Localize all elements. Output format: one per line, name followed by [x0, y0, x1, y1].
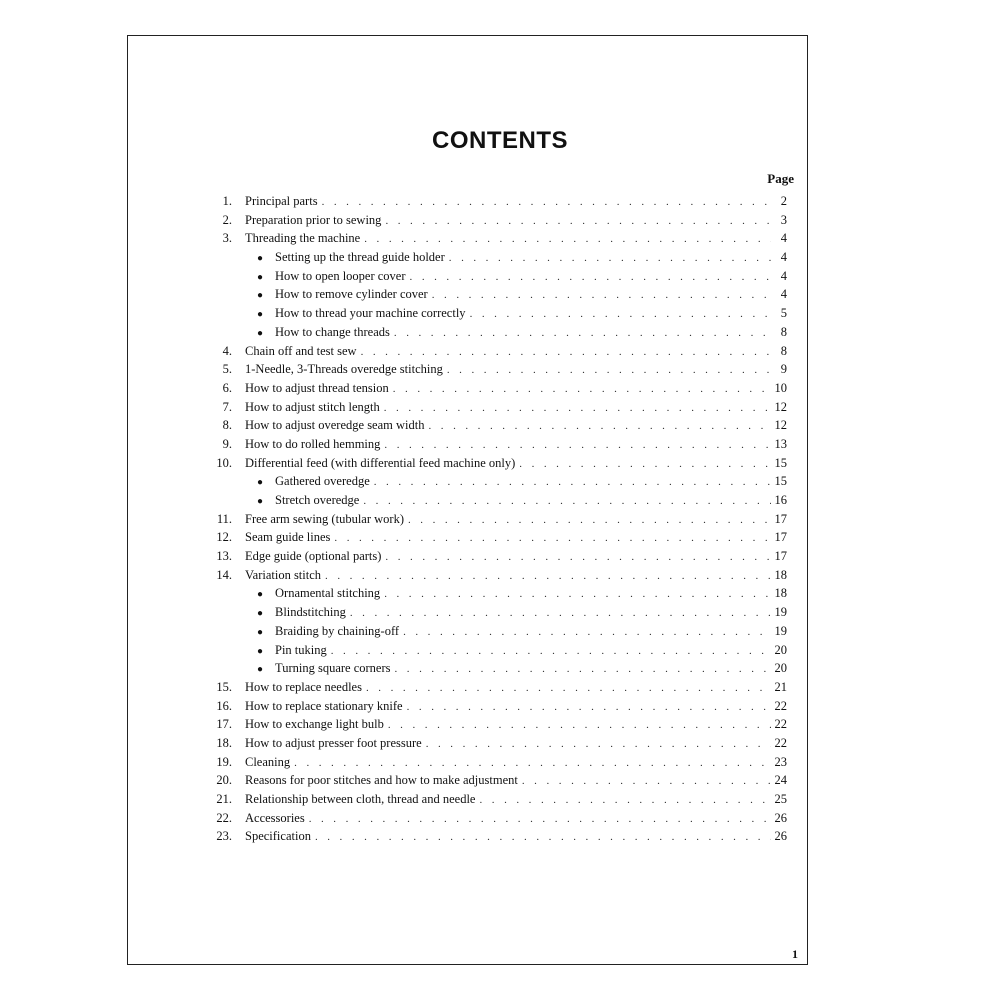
bullet-icon: ● — [257, 253, 264, 265]
toc-entry — [200, 734, 787, 753]
dot-leader — [361, 343, 771, 362]
toc-entry-page: 22 — [774, 717, 787, 732]
dot-leader — [394, 324, 771, 343]
toc-entry-page: 20 — [774, 642, 787, 657]
dot-leader — [428, 417, 771, 436]
bullet-icon: ● — [257, 271, 264, 283]
toc-entry-label: Blindstitching — [275, 605, 346, 620]
toc-entry-label: Braiding by chaining-off — [275, 623, 400, 638]
dot-leader — [374, 473, 771, 492]
toc-entry — [200, 435, 787, 454]
dot-leader — [309, 810, 771, 829]
toc-entry-label: How to open looper cover — [275, 268, 406, 283]
toc-entry — [200, 342, 787, 361]
toc-entry-page: 12 — [774, 418, 787, 433]
toc-entry-page: 17 — [774, 549, 787, 564]
toc-entry-label: How to exchange light bulb — [245, 717, 384, 732]
toc-entry-label: Chain off and test sew — [245, 343, 357, 358]
dot-leader — [408, 511, 771, 530]
dot-leader — [385, 548, 771, 567]
dot-leader — [407, 698, 771, 717]
toc-entry-page: 21 — [774, 679, 787, 694]
toc-entry-label: Edge guide (optional parts) — [245, 549, 382, 564]
toc-entry-label: How to adjust thread tension — [245, 380, 389, 395]
toc-entry-label: How to thread your machine correctly — [275, 306, 466, 321]
toc-entry — [200, 547, 787, 566]
toc-subentry — [200, 641, 787, 660]
toc-entry-page: 15 — [774, 474, 787, 489]
toc-entry-page: 4 — [780, 268, 787, 283]
dot-leader — [315, 828, 771, 847]
bullet-icon: ● — [257, 589, 264, 601]
toc-entry-page: 4 — [780, 250, 787, 265]
dot-leader — [449, 249, 771, 268]
dot-leader — [470, 305, 771, 324]
toc-entry-page: 4 — [780, 287, 787, 302]
toc-entry-label: Turning square corners — [275, 661, 391, 676]
toc-entry-label: How to adjust stitch length — [245, 399, 380, 414]
toc-entry-number: 7. — [222, 399, 232, 414]
toc-entry-label: Relationship between cloth, thread and needle — [245, 792, 476, 806]
toc-entry-page: 8 — [780, 324, 787, 339]
toc-entry-number: 19. — [216, 754, 232, 769]
dot-leader — [522, 772, 771, 791]
dot-leader — [334, 529, 771, 548]
dot-leader — [426, 735, 771, 754]
toc-entry-number: 13. — [216, 549, 232, 564]
toc-entry-label: Cleaning — [245, 754, 291, 769]
toc-entry-label: Preparation prior to sewing — [245, 212, 382, 227]
toc-entry-label: 1-Needle, 3-Threads overedge stitching — [245, 362, 443, 377]
dot-leader — [403, 623, 771, 642]
toc-entry — [200, 416, 787, 435]
toc-entry-number: 14. — [216, 567, 232, 582]
toc-entry-number: 6. — [222, 380, 232, 395]
toc-entry-label: Pin tuking — [275, 642, 327, 657]
toc-entry-page: 5 — [780, 306, 787, 321]
toc-entry-number: 1. — [222, 194, 232, 208]
toc-entry-number: 9. — [222, 436, 232, 451]
toc-entry-page: 22 — [774, 698, 787, 713]
toc-entry-number: 16. — [216, 698, 232, 713]
toc-entry — [200, 398, 787, 417]
toc-entry-number: 5. — [222, 362, 232, 377]
toc-entry — [200, 753, 787, 772]
page-title: CONTENTS — [432, 127, 568, 154]
toc-entry-number: 15. — [216, 679, 232, 694]
dot-leader — [364, 230, 771, 249]
toc-entry-page: 26 — [774, 810, 787, 825]
toc-entry-label: Seam guide lines — [245, 530, 331, 545]
toc-entry — [200, 510, 787, 529]
toc-entry-number: 8. — [222, 418, 232, 433]
toc-subentry — [200, 584, 787, 603]
toc-subentry — [200, 491, 787, 510]
toc-entry-page: 10 — [774, 380, 787, 395]
toc-entry-page: 12 — [774, 399, 787, 414]
toc-entry-page: 24 — [774, 773, 787, 788]
toc-entry-page: 26 — [774, 829, 787, 844]
bullet-icon: ● — [257, 645, 264, 657]
toc-entry-page: 20 — [774, 661, 787, 676]
toc-entry-number: 12. — [216, 530, 232, 545]
toc-entry-label: Variation stitch — [245, 567, 322, 582]
toc-entry-label: How to replace stationary knife — [245, 698, 403, 713]
toc-entry-number: 20. — [216, 773, 232, 788]
toc-entry-number: 21. — [216, 792, 232, 806]
toc-entry-label: Principal parts — [245, 194, 318, 208]
toc-entry-label: Gathered overedge — [275, 474, 370, 489]
toc-entry-label: Accessories — [245, 810, 305, 825]
toc-entry — [200, 697, 787, 716]
dot-leader — [322, 193, 771, 212]
toc-entry — [200, 678, 787, 697]
toc-entry-page: 25 — [774, 792, 787, 806]
toc-subentry — [200, 304, 787, 323]
dot-leader — [384, 399, 771, 418]
bullet-icon: ● — [257, 664, 264, 676]
toc-entry-page: 9 — [780, 362, 787, 377]
toc-entry — [200, 827, 787, 846]
toc-subentry — [200, 659, 787, 678]
toc-subentry — [200, 248, 787, 267]
toc-entry-page: 18 — [774, 586, 787, 601]
dot-leader — [432, 286, 771, 305]
dot-leader — [388, 716, 771, 735]
toc-entry-page: 22 — [774, 735, 787, 750]
toc-entry — [200, 211, 787, 230]
toc-entry — [200, 715, 787, 734]
dot-leader — [331, 642, 771, 661]
toc-subentry — [200, 622, 787, 641]
toc-subentry — [200, 323, 787, 342]
dot-leader — [479, 791, 771, 810]
dot-leader — [294, 754, 771, 773]
toc-entry-number: 18. — [216, 735, 232, 750]
toc-entry-label: Differential feed (with differential feed machine only) — [245, 455, 516, 470]
toc-entry-number: 3. — [222, 231, 232, 246]
toc-entry — [200, 809, 787, 828]
toc-entry — [200, 528, 787, 547]
toc-subentry — [200, 472, 787, 491]
toc-entry — [200, 360, 787, 379]
bullet-icon: ● — [257, 327, 264, 339]
toc-entry-page: 3 — [780, 212, 787, 227]
dot-leader — [350, 604, 771, 623]
toc-entry — [200, 566, 787, 585]
dot-leader — [384, 436, 771, 455]
dot-leader — [366, 679, 771, 698]
dot-leader — [384, 585, 771, 604]
toc-entry-label: Ornamental stitching — [275, 586, 381, 601]
toc-entry-page: 8 — [780, 343, 787, 358]
dot-leader — [393, 380, 771, 399]
page-number: 1 — [792, 947, 798, 961]
toc-entry-number: 22. — [216, 810, 232, 825]
bullet-icon: ● — [257, 290, 264, 302]
toc-entry-label: Threading the machine — [245, 231, 361, 246]
dot-leader — [519, 455, 771, 474]
toc-entry-label: How to adjust presser foot pressure — [245, 735, 422, 750]
toc-entry — [200, 379, 787, 398]
toc-entry-page: 18 — [774, 567, 787, 582]
toc-entry-number: 2. — [222, 212, 232, 227]
toc-entry-number: 11. — [216, 511, 232, 526]
toc-entry-page: 16 — [774, 493, 787, 507]
dot-leader — [447, 361, 771, 380]
toc-entry-label: How to adjust overedge seam width — [245, 418, 425, 433]
bullet-icon: ● — [257, 477, 264, 489]
dot-leader — [363, 492, 771, 511]
bullet-icon: ● — [257, 608, 264, 620]
toc-entry-number: 4. — [222, 343, 232, 358]
dot-leader — [395, 660, 772, 679]
toc-subentry — [200, 603, 787, 622]
toc-entry-page: 4 — [780, 231, 787, 246]
toc-entry-label: Stretch overedge — [275, 493, 360, 507]
toc-entry-label: Setting up the thread guide holder — [275, 250, 445, 265]
toc-entry-page: 19 — [774, 605, 787, 620]
bullet-icon: ● — [257, 496, 264, 507]
toc-entry-label: Reasons for poor stitches and how to make adjustment — [245, 773, 518, 788]
toc-entry-page: 2 — [780, 194, 787, 208]
toc-entry-page: 23 — [774, 754, 787, 769]
bullet-icon: ● — [257, 309, 264, 321]
toc-entry — [200, 790, 787, 809]
toc-entry-page: 15 — [774, 455, 787, 470]
toc-subentry — [200, 267, 787, 286]
toc-entry-page: 17 — [774, 530, 787, 545]
toc-entry-label: How to change threads — [275, 324, 390, 339]
toc-entry-page: 19 — [774, 623, 787, 638]
toc-entry — [200, 454, 787, 473]
dot-leader — [410, 268, 771, 287]
page-column-label: Page — [767, 171, 794, 186]
dot-leader — [325, 567, 771, 586]
toc-entry-label: Specification — [245, 829, 311, 844]
toc-entry — [200, 771, 787, 790]
bullet-icon: ● — [257, 626, 264, 638]
toc-subentry — [200, 285, 787, 304]
table-of-contents — [200, 192, 787, 846]
toc-entry-number: 17. — [216, 717, 232, 732]
toc-entry-label: How to remove cylinder cover — [275, 287, 428, 302]
toc-entry-number: 23. — [216, 829, 232, 844]
toc-entry-label: Free arm sewing (tubular work) — [245, 511, 404, 526]
toc-entry-label: How to replace needles — [245, 679, 362, 694]
toc-entry-page: 17 — [774, 511, 787, 526]
dot-leader — [385, 212, 771, 231]
toc-entry-number: 10. — [216, 455, 232, 470]
toc-entry-page: 13 — [774, 436, 787, 451]
toc-entry-label: How to do rolled hemming — [245, 436, 381, 451]
toc-entry — [200, 229, 787, 248]
toc-entry — [200, 192, 787, 211]
